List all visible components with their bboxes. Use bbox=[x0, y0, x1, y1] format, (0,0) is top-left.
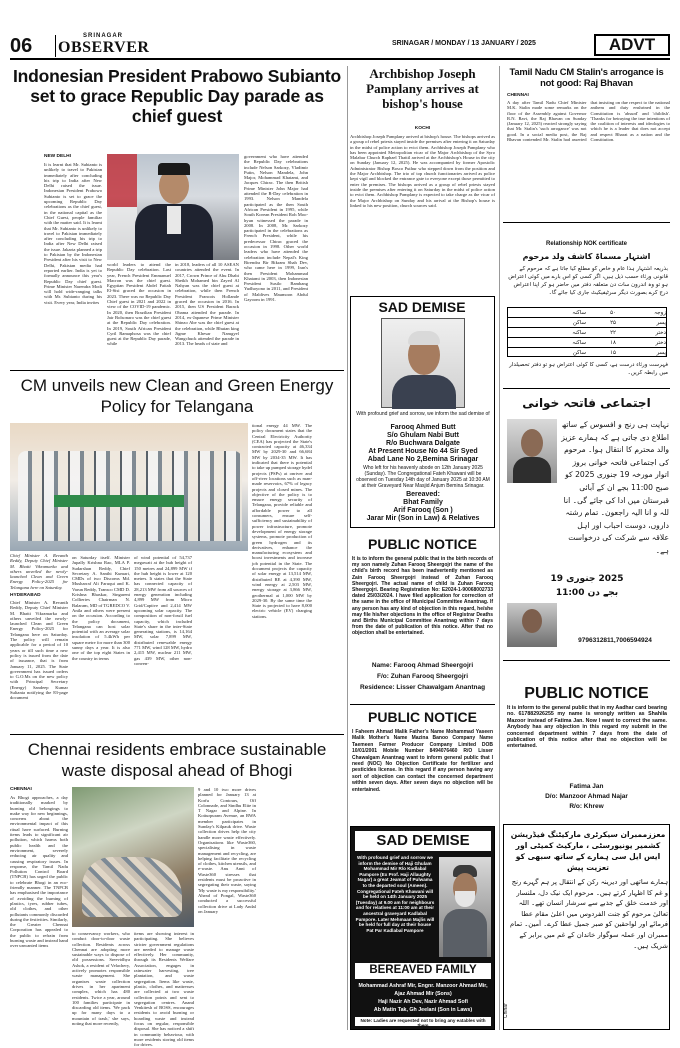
notice-name: Fatima Jan bbox=[569, 783, 604, 790]
dateline-stalin: CHENNAI bbox=[507, 93, 529, 98]
headline-chennai: Chennai residents embrace sustainable waste disposal ahead of Bhogi bbox=[27, 740, 327, 780]
prabowo-col3: in 2018, leaders of all 10 ASEAN countries attended the event. In 2017, Crown Prince of Abu Dhabi Sheikh Mohamed bin Zayed Al Nahyan was the chief guest at celebration, while then French President Francois Hollande graced the occasion in 2016. In 2015, then US President Barack Obama attended the parade. In 2014, ex-Japanese Prime Minister Shinzo Abe was the chief guest at the celebration, while Bhutan king Jigme Khesar Namgyel Wangchuck attended the parade in 2013. The heads of state and bbox=[175, 262, 239, 347]
notice-father-of: F/o: Zuhan Farooq Sheergojri bbox=[377, 673, 468, 680]
demise-father: S/o Ghulam Nabi Butt bbox=[387, 432, 459, 439]
telangana-caption: Chief Minister A. Revanth Reddy, Deputy Chief Minister M. Bhatti Vikramarka and others unveiled the newly-launched Clean and Green Energy Policy-2025 for Telangana here on Saturday. bbox=[10, 553, 68, 590]
telangana-col4b bbox=[196, 555, 248, 731]
nok-row-1 bbox=[508, 308, 666, 318]
fatiha-date: 2025 جنوری 19 bbox=[550, 574, 624, 584]
nok-cell: ۵۰ bbox=[610, 310, 616, 316]
masthead-rule bbox=[10, 58, 670, 60]
nok-cell: ۲۵ bbox=[610, 320, 616, 326]
prabowo-photo bbox=[107, 154, 239, 260]
notice-heading: PUBLIC NOTICE bbox=[368, 709, 477, 725]
portrait-body bbox=[392, 375, 456, 409]
nok-row-2 bbox=[508, 318, 666, 328]
headline-telangana: CM unveils new Clean and Green Energy Policy for Telangana bbox=[20, 376, 334, 416]
demise-bereaved-son-in-law: Jarar Mir (Son in Law) & Relatives bbox=[366, 515, 480, 522]
stalin-body: A day after Tamil Nadu Chief Minister M.K. Stalin made some remarks on the floor of the Assembly against Governor R.N. Ravi, the Raj Bhavan on Sunday (January 12, 2025) reacted strongly saying that Mr. Stalin's 'such arrogance' was not good. In a social media post, the Raj Bhavan contended Mr. Stalin had asserted that insisting on due respect to the national anthem and duty enshrined in the Constitution is 'absurd' and 'childish'. 'Thanks for betraying the true intentions of the coalition of interests and ideologies to which he is a leader that does not accept and respect Bharat as a nation and the Constitution. bbox=[507, 100, 670, 143]
story-stalin bbox=[503, 66, 670, 216]
nok-urdu-footer: فہرست ورثاء درست ہے، کسی کا کوئی اعتراض ہو تو دفتر تحصیلدار میں رابطہ کریں۔ bbox=[509, 362, 668, 376]
fatiha-time: بجے دن 11:00 bbox=[555, 588, 619, 598]
notice-name: Name: Farooq Ahmad Sheergojri bbox=[371, 662, 474, 669]
notice-daughter-of: D/o: Manzoor Ahmad Najar bbox=[545, 793, 628, 800]
public-notice-sheergojri bbox=[350, 534, 495, 700]
bereaved-line-1: Mohammad Ashraf Mir, Engnr. Manzoor Ahmad Mir, bbox=[358, 983, 488, 989]
waste-pile bbox=[82, 857, 182, 917]
sad-demise-mir bbox=[350, 826, 495, 1030]
nok-cell: ۱۵ bbox=[610, 350, 616, 356]
telangana-col2: on Saturday itself. Minister Jupally Krishna Rao, MLA P. Sudarshan Reddy, Chief Secretary A. Santhi Kumari, CMDs of two Discoms Md. Musharraf Ali Faruqui and K. Varun Reddy, Transco CMD D. Krishna Bhaskar, Singareni Collieries Chairman N. Balaram, MD of TGREDCO V. Anila and others were present on the occasion. According to the policy document, Telangana can host solar potential with an average solar insolation of 5.4kWh per square metre for more than 300 sunny days a year. It is also one of the top eight States in the country in terms bbox=[72, 555, 130, 661]
pamplany-body: Archbishop Joseph Pamplany arrived at bishop's house. The bishops arrived as a group of rebel priests stayed inside the premises after entering it on Saturday in the midst of police action to evict them. Archbishop Joseph Pamplany who has been appointed Metropolitan vicar of the Major Archbishop of the Syro Malabar Church Raphael Thattil arrived at the Archbishop's House in the city on Sunday (January 12, 2025). He was accompanied by former Apostolic Administrator Bishop Bosco Puthur who stepped down from the position and the Major Archbishop. The trio of top church functionaries arrived as police kept vigil and blocked the entrance gate to everyone except those permitted to enter the premises. The bishops arrived as a group of rebel priests stayed inside the premises after entering it on Saturday in the midst of police action to evict them. Archbishop Pamplany is expected to take charge as the vicar of the Major Archbishop on Sunday and his arrival at the Bishop's house is linked to his new position, church sources said. bbox=[350, 134, 495, 208]
public-notice-malik bbox=[350, 704, 495, 820]
nok-cell: پسر bbox=[656, 350, 666, 356]
person-shirt bbox=[167, 206, 181, 234]
nok-cell: دختر bbox=[655, 340, 666, 346]
dateline-pamplany: KOCHI bbox=[414, 126, 431, 131]
sad-demise-photo bbox=[381, 318, 465, 408]
column-rule bbox=[347, 66, 348, 1030]
sad-demise-body: With profound grief and sorrow we inform the demise of Haji Ghulam Mohammad Mir R/o Kadlabal Pampore (Ex Prof. Haji Allaughty Nagar) a great Jeamat of Pulwama to the departed soul (Ameen). Congregational Fateh Khawani will be held on 14th January 2025 (Tuesday) at 9.00 am for neighbours and for relatives at 11:00 am at their ancestral graveyard Kadlabal Pampore. Later Mehmaan Majlis will be held for full day at their house Pat Par Kadlabal Pampore bbox=[355, 855, 435, 933]
chennai-photo bbox=[72, 787, 194, 927]
demise-bereaved-label: Bereaved: bbox=[406, 491, 440, 498]
nok-cell: پسر bbox=[656, 320, 666, 326]
fatiha-photo bbox=[507, 419, 557, 483]
demise-name: Farooq Ahmed Butt bbox=[390, 424, 456, 431]
demise-address: Abad Lane No 2,Bemina Srinagar bbox=[367, 456, 479, 463]
telangana-photo bbox=[10, 423, 248, 551]
condolence-body: ہمارے ساتھی اور دیرینہ رکن کے انتقال پر ہم گہرے رنج و غم کا اظہار کرتے ہیں۔ مرحوم ایک نیک دل، ملنسار اور خدمت خلق کے جذبے سے سرشار انسان تھے۔ اللہ تعالیٰ مرحوم کو جنت الفردوس میں اعلیٰ مقام عطا فرمائے اور لواحقین کو صبر جمیل عطا کرے۔ آمین۔ تمام ممبران اور عملہ سوگوار خاندان کے غم میں برابر کے شریک ہیں۔ bbox=[510, 878, 668, 950]
demise-bereaved-family: Bhat Family bbox=[403, 499, 443, 506]
demise-bereaved-son: Arif Farooq (Son ) bbox=[393, 507, 453, 514]
nok-cell: ساکنہ bbox=[572, 330, 586, 336]
nok-cell: ساکن bbox=[572, 350, 586, 356]
chennai-col5 bbox=[260, 787, 312, 1037]
portrait-hair bbox=[408, 331, 440, 345]
dateline: SRINAGAR / MONDAY / 13 JANUARY / 2025 bbox=[392, 40, 536, 47]
headline-prabowo: Indonesian President Prabowo Subianto set to grace Republic Day parade as chief guest bbox=[12, 66, 342, 126]
condolence-heading: معززممبران سیکرٹری مارکیٹنگ فیڈریشن کشمیر یونیورسٹی ، مارکیٹ کمیٹی اور ایس ایل سی ہمارے کے ساتھ سبھی کو تعزیت پیش bbox=[510, 830, 666, 872]
fatiha-portrait-head bbox=[521, 429, 543, 457]
demise-note: Note: Ladies are requested not to bring any eatables with them bbox=[360, 1018, 486, 1028]
prabowo-col4: government who have attended the Republic Day celebrations include Nelson Sarkozy, Vladimir Putin, Nelson Mandela, John Major, Mohammad Khatami, and Jacques Chirac. The then British Prime Minister John Major had attended the R-Day celebration in 1993. Nelson Mandela participated as the then South African President in 1995, while South Korean President Roh Moo-hyun witnessed the parade in 2008. In 2008, Mr. Sarkozy participated in the celebrations as French President, while his predecessor Chirac graced the occasion in 1998. Other world leaders who have attended the celebration include Nepal's King Birendra Bir Bikram Shah Dev, who came here in 1999, Iran's then President Mohammad Khatami in 2003, then Indonesian President Susilo Bambang Yudhoyono in 2011, and President of Maldives Maumoon Abdul Gayoom in 1991. bbox=[244, 154, 308, 303]
nok-urdu-heading: اشتہار مسماۃ کاشف ولد مرحوم bbox=[522, 252, 651, 261]
telangana-col1: Chief Minister A. Revanth Reddy, Deputy Chief Minister M. Bhatti Vikramarka and others unveiled the newly-launched Clean and Green Energy Policy-2025 for Telangana here on Saturday. The policy will remain applicable for a period of 10 years or till such time a new policy is issued from the date of issuance, that is from January 11, 2025. The State government has issued orders to G.O.Ms on the new policy with Principal Secretary (Energy) Sandeep Kumar Sultania notifying the 83-page document bbox=[10, 600, 68, 701]
demise-details: Who left for his heavenly abode on 12th January 2025 (Sunday). The Congregational Fateh Khawani will be observed on Tuesday 14th day of January 2025 at 10:30 AM at their Graveyard Near Masjid Anjum Bemina Srinagar. bbox=[356, 465, 490, 489]
story-pamplany bbox=[350, 66, 495, 290]
fatiha-portrait-body bbox=[513, 457, 551, 483]
section-label: ADVT bbox=[608, 35, 656, 54]
fatiha-body: نہایت ہی رنج و افسوس کے ساتھ اطلاع دی جاتی ہے کہ ہمارے عزیز والد محترم کا انتقال ہوا۔ مرحوم کی اجتماعی فاتحہ خوانی بروز اتوار مورخہ 19 جنوری 2025 کو صبح 11:00 بجے ان کے آبائی قبرستان میں ادا کی جائے گی۔ انا للہ و انا الیہ راجعون۔ تمام رشتہ داروں، دوست احباب اور اہل علاقہ سے شرکت کی درخواست ہے۔ bbox=[561, 420, 669, 555]
notice-heading: PUBLIC NOTICE bbox=[524, 685, 649, 702]
bereaved-line-3: Haji Nazir Ah Dev, Nazir Ahmad Sofi bbox=[378, 999, 468, 1005]
dateline-prabowo: NEW DELHI bbox=[44, 154, 71, 159]
story-prabowo bbox=[10, 66, 344, 362]
fatiha-heading: اجتماعی فاتحہ خوانی bbox=[522, 396, 651, 410]
fatiha-phones: 9796312811,7006594924 bbox=[578, 637, 652, 644]
sad-demise-photo bbox=[439, 857, 491, 957]
nok-heading: Relationship NOK certificate bbox=[545, 241, 628, 247]
dateline-telangana: HYDERABAD bbox=[10, 593, 41, 598]
section-box bbox=[594, 34, 670, 56]
person-cap bbox=[158, 163, 190, 175]
headline-stalin: Tamil Nadu CM Stalin's arrogance is not good: Raj Bhavan bbox=[509, 66, 664, 88]
nok-cell: ساکن bbox=[572, 320, 586, 326]
column-rule bbox=[499, 66, 500, 1030]
nok-cell: دختر bbox=[655, 330, 666, 336]
masthead-divider-left bbox=[55, 35, 56, 57]
telangana-col4: tional energy 44 MW. The policy document states that the Central Electricity Authority (CEA) has projected the State's contracted capacity at 46,334 MW by 2029-30 and 66,684 MW by 2034-35 MW. It has indicated that there is potential to take up pumped storage hydel projects (PSPs) at onriver and off-river locations such as man-made reservoirs, 67% of legacy projects and closed mines. The objective of the policy is to ensure energy security of Telangana, provide reliable and affordable power to all consumers, ensure self-sufficiency and sustainability of power infrastructure, promote development of energy storage systems, promote production of green hydrogen and its derivatives, enhance the manufacturing ecosystem and boost investments and increase job potential in the State. The document projects the capacity of solar energy at 13,514 MW, distributed RE at 4,390 MW, wind energy at 2,503 MW, energy storage at 3,866 MW, geothermal at 1,000 MW by 2029-30. By the same time the State is projected to have 8,000 electric vehicle (EV) charging stations. bbox=[252, 423, 312, 619]
headline-pamplany: Archbishop Joseph Pamplany arrives at bishop's house bbox=[366, 66, 479, 111]
nok-cell: زوجہ bbox=[654, 310, 666, 316]
story-chennai bbox=[10, 734, 344, 1048]
prabowo-col2: world leaders to attend the Republic Day celebration. Last year, French President Emmanuel Macron was the chief guest. Egyptian President Abdel Fattah El-Sisi graced the occasion in 2023. There was no Republic Day Chief guest in 2021 and 2022 in view of the COVID-19 pandemic. In 2020, then Brazilian President Jair Bolsonaro was the chief guest at the Republic Day celebration. In 2019, South African President Cyril Ramaphosa was the chief guest at the Republic Day parade, while bbox=[107, 262, 171, 347]
public-notice-fatima bbox=[503, 660, 670, 820]
demise-intro: With profound grief and sorrow, we inform the sad demise of bbox=[356, 411, 490, 417]
green-banner bbox=[54, 495, 184, 507]
page-number: 06 bbox=[10, 35, 33, 57]
brand-logo: OBSERVER bbox=[58, 39, 150, 56]
nok-row-3 bbox=[508, 328, 666, 338]
nok-cell: ۱۸ bbox=[610, 340, 616, 346]
chennai-col3: 9 and 10 two more drives planned for January 13 at Korfu Contours, Off Colonnade, and Sindhu Elite in T Nagar and Alpine. In Kotturpuram Avenue, an RWA member participates in Sunday's Kilpauk drive. Waste collection drives help the city handle more waste effectively. Organisations like Waste360, specialising in waste management and recycling, are helping facilitate the recycling of clothes, kitchen utensils, and e-waste. Anu Anni of Waste360 stresses that residents must be proactive in segregating their waste, saying 'My waste is my responsibility.' Ahead of Pongal, Waste360 conducted a successful collection drive at Lady Andal on January bbox=[198, 787, 256, 914]
telangana-col3: of wind potential of 54,737 megawatt at the hub height of 150 metres and 24,899 MW if the hub height is lower at 120 metres. It states that the State has connected capacity of 28,213 MW from all sources of energy generation including 4,899 MW from Micro Grid/Captive and 2,414 MW upcoming solar capacity. The composition of non-fossil fuel capacity, which included State's share in the inter-State generating stations, is 14,164 MW, solar 7,899 MW, distributed renewable energy 771 MW, wind 128 MW, hydro 2,415 MW, nuclear 211 MW, gas 439 MW, other non-conven- bbox=[134, 555, 192, 666]
bereaved-heading: BEREAVED FAMILY bbox=[369, 964, 477, 976]
urdu-condolence bbox=[503, 824, 670, 1030]
nok-cell: ۲۲ bbox=[610, 330, 616, 336]
masthead bbox=[10, 33, 670, 60]
fatiha-notice bbox=[503, 388, 670, 656]
story-telangana bbox=[10, 370, 344, 730]
nok-cell: ساکنہ bbox=[572, 340, 586, 346]
notice-body: It is inform to the general public that in my Aadhar card bearing no. 617882926255 my name is wrongly written as Shahila Mazoor instead of Fatima Jan. Now I want to correct the same. Anybody has any objection in this regard my submit in the concerned department within 7 days from the date of publication of this notice after that no objection will be entertained. bbox=[507, 705, 667, 750]
fatiha-photo-2 bbox=[507, 603, 557, 647]
notice-resident-of: R/o: Khrew bbox=[569, 803, 604, 810]
flag-stripe bbox=[107, 154, 137, 260]
notice-residence: Residence: Lisser Chawalgam Anantnag bbox=[359, 684, 486, 691]
brand-top: SRINAGAR bbox=[82, 33, 123, 39]
bereaved-line-2: Ajaz Ahmad Mir (Sons) bbox=[394, 991, 452, 997]
notice-heading: PUBLIC NOTICE bbox=[368, 536, 477, 552]
chennai-col1: As Bhogi approaches, a day traditionally marked by burning old belongings to make way for new beginnings, concerns about the environmental impact of this ritual have surfaced. Burning items leads to significant air pollution, which harms both public health and the environment, severely reducing air quality and causing respiratory issues. In response, the Tamil Nadu Pollution Control Board (TNPCB) has urged the public to celebrate Bhogi in an eco-friendly manner. The TNPCB has emphasised the importance of avoiding the burning of plastics, tyres, rubber tubes, old clothes, and other pollutants commonly discarded during the festivities. Similarly, the Greater Chennai Corporation has appealed to the public to refrain from burning waste and instead hand over unwanted items bbox=[10, 795, 69, 949]
nok-row-4 bbox=[508, 338, 666, 348]
sad-demise-heading: SAD DEMISE bbox=[376, 832, 470, 849]
fatiha-portrait-2-head bbox=[522, 609, 542, 633]
dateline-chennai: CHENNAI bbox=[10, 787, 32, 792]
nok-notice bbox=[503, 222, 670, 382]
demise-resident: R/o Buchwara Dalgate bbox=[386, 440, 460, 447]
sad-demise-butt bbox=[350, 296, 495, 528]
nok-urdu-body: بذریعہ اشتہار ہذا عام و خاص کو مطلع کیا جاتا ہے کہ مرحوم کے قانونی ورثاء حسب ذیل ہیں، اگر کسی کو اس بارے میں کوئی اعتراض ہو تو وہ اندرون سات دن متعلقہ دفتر میں حاضر ہو کر اپنا اعتراض درج کرے بصورت دیگر سرٹیفیکیٹ جاری کیا جائے گا۔ bbox=[508, 266, 668, 296]
portrait-beard bbox=[455, 891, 475, 907]
chennai-col4: items are showing interest in participating. She believes stricter government regulations are needed to manage waste effectively. Her community, through its Residents Welfare Association, engages in rainwater harvesting, tree plantation, and waste segregation. Items like waste, plastic, clothes, and mattresses are collected at two waste collection points and sent to segregation centres. Anand Venkitesh of BOSS, encourages residents to avoid burning or hoarding waste and instead focus on regular, responsible disposal. She has noticed a shift in community behaviour, with more residents storing old items for drives. bbox=[134, 931, 194, 1048]
sad-demise-heading: SAD DEMISE bbox=[378, 299, 466, 315]
nok-cell: ساکنہ bbox=[572, 310, 586, 316]
nok-row-5 bbox=[508, 348, 666, 358]
nok-table bbox=[507, 307, 667, 357]
notice-body: It is to inform the general public that in the birth records of my son namely Zuhan Farooq Sheergojri the name of the child's birth record has been inadvertently mentioned as Zain Farooq Sheergojri instead of Zuhan Farooq Sheergojri. The actual name of child is Zuhan Farooq Sheergojri. Bearing Registration No: E2024-1-90068002733 dated 25/03/2024. I have filed application for correction of the same in the office of Municipal Committee Anantnag. If any person has any kind of objection in this regard, he/she may file his/her objections in the office of Registrar Deaths and Births Municipal Committee Anantnag within 7 days from the date of publication of this notice. After that no objection shall be entertained. bbox=[352, 556, 493, 637]
demise-present-house: At Present House No 44 Sir Syed bbox=[368, 448, 478, 455]
prabowo-col1: It is learnt that Mr. Subianto is unlikely to travel to Pakistan immediately after concluding his trip to India after New Delhi raised the issue. Indonesian President Prabowo Subianto is set to grace the upcoming Republic Day celebrations as the chief guest, in the national capital as the Chief Guest, people familiar with the matter said. It is learnt that Mr. Subianto is unlikely to travel to Pakistan immediately after concluding his trip to India after New Delhi raised the issue. Jakarta planned a trip to Pakistan by the Indonesian President after his visit to New Delhi, Pakistan media had reported earlier. India is yet to formally announce this year's Republic Day chief guest. Prime Minister Narendra Modi will hold wide-ranging talks with Mr. Subianto during his visit. Every year, India invites bbox=[44, 162, 102, 305]
bereaved-line-4: Ab Matin Tak, Gh Jeelani (Son in Laws) bbox=[373, 1007, 473, 1013]
condolence-side-label: Chinar bbox=[503, 1003, 509, 1018]
chennai-col2: to conservancy workers, who conduct door-to-door waste collection. Residents across Chennai are adopting more sustainable ways to dispose of old possessions. Sreevidhya Ashok, a resident of Velachery, actively promotes responsible waste management. She organises waste collection drives in her apartment complex, which has 480 residents. Twice a year, around 100 families participate in discarding old items. 'We pack up for many days to a mountain of trash,' she says, noting that more recently, bbox=[72, 931, 130, 1027]
portrait-body bbox=[443, 909, 487, 957]
notice-body: I Faheem Ahmad Malik Father's Name Mohammad Yaseen Malik Mother's Name Mazina Banoo Company Name Taemeen Farmer Producer Company Limited DOB 10/01/2001 Mobile Number 8494076460 R/O Lisser Chawalgam Anantnag want to inform general public that I need (NOC) No Objection Certificate for fertilizer and pesticides license. In this regard if any person having any sort of objection can contact the concerned department within seven days. After seven days no objection will be entertained. bbox=[352, 729, 493, 793]
